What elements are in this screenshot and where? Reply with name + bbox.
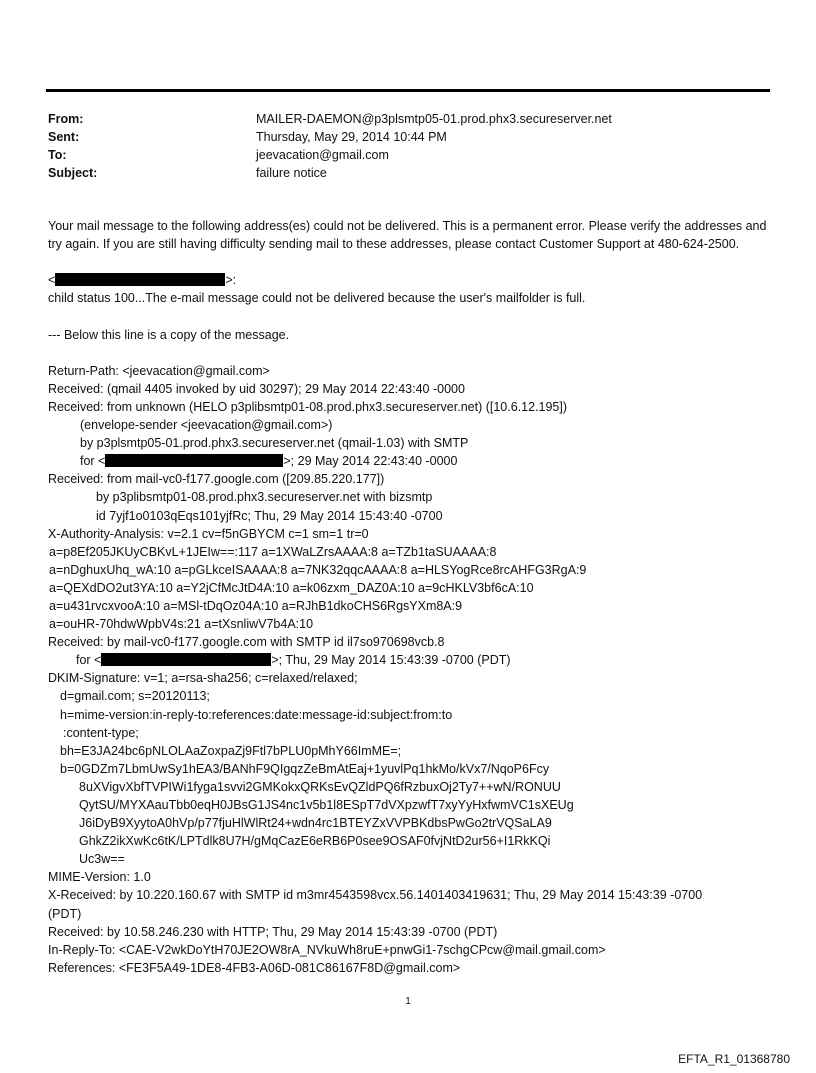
page-number: 1 bbox=[405, 996, 411, 1007]
sent-row bbox=[48, 128, 612, 146]
header-line: Received: from unknown (HELO p3plibsmtp01-08.prod.phx3.secureserver.net) ([10.6.12.195]) bbox=[48, 399, 568, 414]
redacted-for-line bbox=[48, 651, 768, 669]
bates-number: EFTA_R1_01368780 bbox=[678, 1052, 790, 1066]
header-line: a=nDghuxUhq_wA:10 a=pGLkceISAAAA:8 a=7NK32qqcAAAA:8 a=HLSYogRce8rcAHFG3RgA:9 bbox=[49, 562, 587, 577]
header-line: Received: by mail-vc0-f177.google.com with SMTP id il7so970698vcb.8 bbox=[48, 635, 445, 650]
header-line: b=0GDZm7LbmUwSy1hEA3/BANhF9QIgqzZeBmAtEaj+1yuvlPq1hkMo/kVx7/NqoP6Fcy bbox=[60, 761, 550, 776]
header-line: 8uXVigvXbfTVPIWi1fyga1svvi2GMKokxQRKsEvQZldPQ6fRzbuxOj2Ty7++wN/RONUU bbox=[79, 779, 561, 794]
redaction-box bbox=[101, 653, 271, 666]
header-line: In-Reply-To: <CAE-V2wkDoYtH70JE2OW8rA_NVkuWh8ruE+pnwGi1-7schgCPcw@mail.gmail.com> bbox=[48, 942, 606, 957]
subject-label: Subject: bbox=[48, 166, 98, 180]
header-line: Received: (qmail 4405 invoked by uid 30297); 29 May 2014 22:43:40 -0000 bbox=[48, 381, 465, 396]
header-line: by p3plsmtp05-01.prod.phx3.secureserver.net (qmail-1.03) with SMTP bbox=[80, 436, 469, 451]
to-row bbox=[48, 146, 612, 164]
header-line: References: <FE3F5A49-1DE8-4FB3-A06D-081C86167F8D@gmail.com> bbox=[48, 960, 461, 975]
for-close: >; 29 May 2014 22:43:40 -0000 bbox=[283, 454, 458, 469]
header-line: by p3plibsmtp01-08.prod.phx3.secureserver.net with bizsmtp bbox=[96, 490, 433, 505]
header-line: QytSU/MYXAauTbb0eqH0JBsG1JS4nc1v5b1l8ESpT7dVXpzwfT7xyYyHxfwmVC1sXEUg bbox=[79, 798, 574, 812]
header-line: X-Received: by 10.220.160.67 with SMTP id m3mr4543598vcx.56.1401403419631; Thu, 29 May 2014 15:43:39 -0700 bbox=[48, 888, 703, 903]
status-line: child status 100...The e-mail message could not be delivered because the user's mailfolder is full. bbox=[48, 291, 586, 306]
to-label: To: bbox=[48, 148, 67, 162]
sent-value: Thursday, May 29, 2014 10:44 PM bbox=[256, 130, 447, 144]
redaction-box bbox=[105, 454, 283, 467]
header-line: d=gmail.com; s=20120113; bbox=[60, 689, 210, 704]
email-header bbox=[48, 110, 612, 182]
header-line: Return-Path: <jeevacation@gmail.com> bbox=[48, 363, 270, 378]
from-row bbox=[48, 110, 612, 128]
for-open: for < bbox=[80, 454, 106, 469]
from-label: From: bbox=[48, 112, 84, 126]
from-value: MAILER-DAEMON@p3plsmtp05-01.prod.phx3.secureserver.net bbox=[256, 112, 612, 126]
header-line: a=QEXdDO2ut3YA:10 a=Y2jCfMcJtD4A:10 a=k06zxm_DAZ0A:10 a=9cHKLV3bf6cA:10 bbox=[49, 580, 534, 595]
header-line: a=ouHR-70hdwWpbV4s:21 a=tXsnliwV7b4A:10 bbox=[49, 617, 314, 632]
addr-open: < bbox=[48, 273, 56, 288]
message-body bbox=[48, 217, 768, 977]
header-line: bh=E3JA24bc6pNLOLAaZoxpaZj9Ftl7bPLU0pMhY66ImME=; bbox=[60, 743, 402, 758]
header-line: id 7yjf1o0103qEqs101yjfRc; Thu, 29 May 2014 15:43:40 -0700 bbox=[96, 508, 443, 523]
intro-paragraph: Your mail message to the following address(es) could not be delivered. This is a permanent error. Please verify the addresses and try again. If you are still having difficulty sending mail to these addresses, please contact Customer Support at 480-624-2500. bbox=[48, 219, 767, 252]
addr-close: >: bbox=[225, 273, 237, 288]
header-line: Uc3w== bbox=[79, 852, 125, 867]
header-line: X-Authority-Analysis: v=2.1 cv=f5nGBYCM c=1 sm=1 tr=0 bbox=[48, 526, 369, 541]
redacted-for-line bbox=[48, 452, 768, 470]
sent-label: Sent: bbox=[48, 130, 80, 144]
for-open: for < bbox=[76, 653, 102, 668]
to-value: jeevacation@gmail.com bbox=[256, 148, 389, 162]
for-close: >; Thu, 29 May 2014 15:43:39 -0700 (PDT) bbox=[271, 653, 511, 668]
header-line: h=mime-version:in-reply-to:references:date:message-id:subject:from:to bbox=[60, 707, 453, 722]
redaction-box bbox=[55, 273, 225, 286]
header-line: J6iDyB9XyytoA0hVp/p77fjuHlWlRt24+wdn4rc1BTEYZxVVPBKdbsPwGo2trVQSaLA9 bbox=[79, 816, 552, 831]
header-line: :content-type; bbox=[63, 725, 139, 740]
top-rule bbox=[46, 89, 770, 92]
header-line: Received: from mail-vc0-f177.google.com ([209.85.220.177]) bbox=[48, 472, 385, 487]
subject-value: failure notice bbox=[256, 166, 327, 180]
header-line: Received: by 10.58.246.230 with HTTP; Thu, 29 May 2014 15:43:39 -0700 (PDT) bbox=[48, 924, 498, 939]
header-line: (envelope-sender <jeevacation@gmail.com>) bbox=[80, 418, 333, 433]
header-line: GhkZ2ikXwKc6tK/LPTdlk8U7H/gMqCazE6eRB6P0see9OSAF0fvjNtD2ur56+I1RkKQi bbox=[79, 834, 551, 849]
subject-row bbox=[48, 164, 612, 182]
header-line: DKIM-Signature: v=1; a=rsa-sha256; c=relaxed/relaxed; bbox=[48, 671, 358, 686]
divider-line: --- Below this line is a copy of the message. bbox=[48, 327, 290, 342]
header-line: a=p8Ef205JKUyCBKvL+1JEIw==:117 a=1XWaLZrsAAAA:8 a=TZb1taSUAAAA:8 bbox=[49, 544, 497, 559]
header-line: a=u431rvcxvooA:10 a=MSl-tDqOz04A:10 a=RJhB1dkoCHS6RgsYXm8A:9 bbox=[49, 598, 463, 613]
header-line: MIME-Version: 1.0 bbox=[48, 870, 151, 885]
redacted-address-line bbox=[48, 271, 768, 289]
header-line: (PDT) bbox=[48, 906, 82, 921]
